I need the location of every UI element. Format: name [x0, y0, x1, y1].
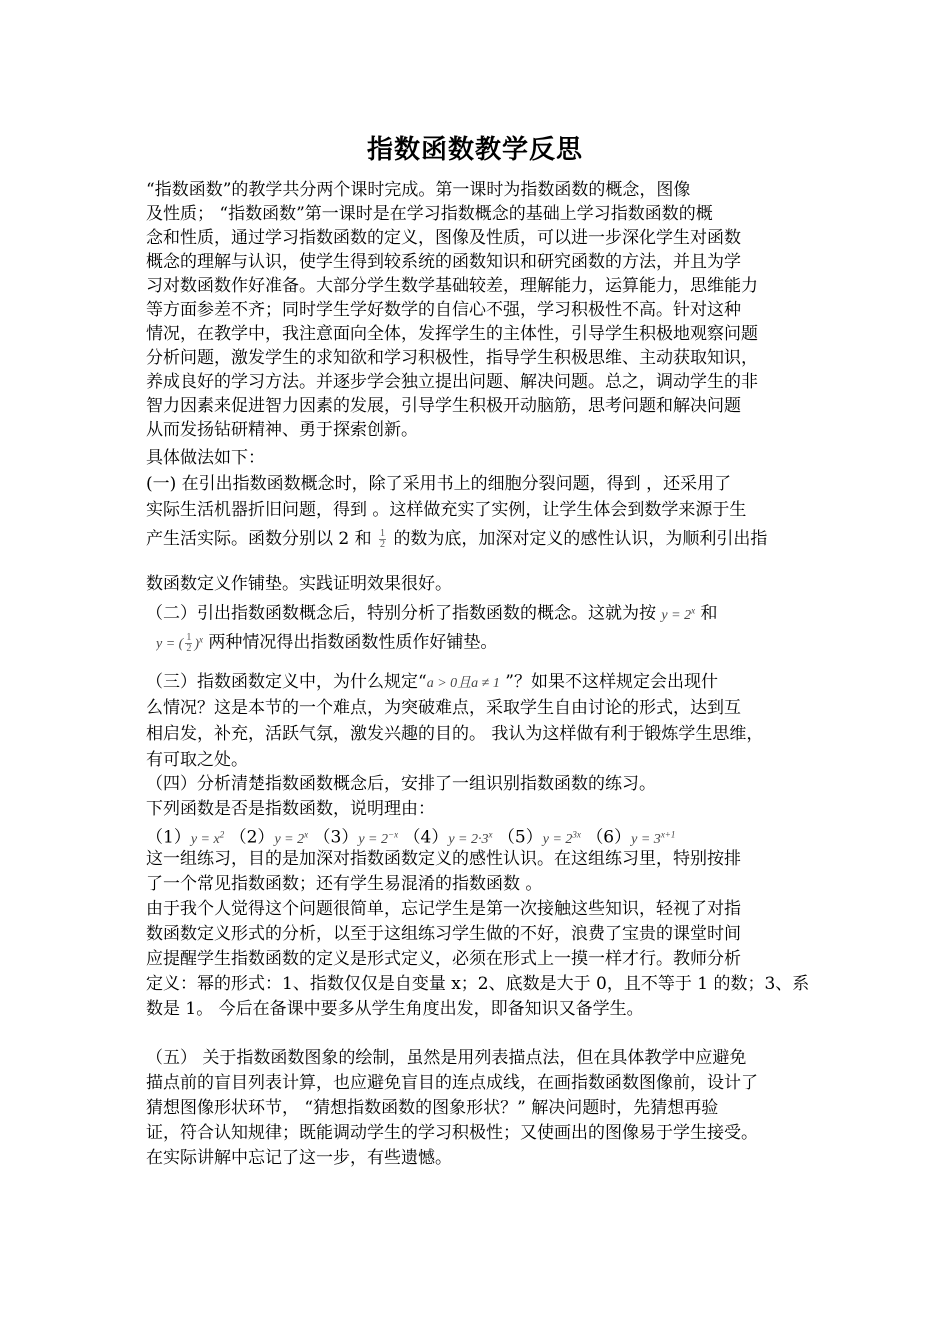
math-base: y = 2: [661, 607, 692, 623]
paragraph-line: 这一组练习，目的是加深对指数函数定义的感性认识。在这组练习里，特别按排: [146, 849, 741, 869]
math-base: ): [194, 636, 199, 652]
math-base: y = 2: [358, 831, 389, 847]
fraction-numerator: 1: [186, 631, 192, 643]
math-exponent: x: [691, 605, 696, 615]
paragraph-line: 描点前的盲目列表计算，也应避免盲目的连点成线，在画指数函数图像前，设计了: [146, 1073, 758, 1093]
paragraph-line: （五） 关于指数函数图象的绘制，虽然是用列表描点法，但在具体教学中应避免: [146, 1048, 747, 1068]
text-segment: （三）指数函数定义中，为什么规定“: [146, 672, 427, 692]
math-base: y = 2·3: [448, 831, 489, 847]
paragraph-line: 么情况？这是本节的一个难点，为突破难点，采取学生自由讨论的形式，达到互: [146, 698, 741, 718]
exercise-formula: [631, 829, 676, 847]
paragraph-line: 定义：幂的形式：1、指数仅仅是自变量 x；2、底数是大于 0，且不等于 1 的数；3、系: [146, 974, 810, 994]
math-exponent: 2: [219, 829, 225, 839]
math-expression: [194, 634, 203, 652]
fraction-denominator: 2: [380, 539, 386, 550]
fraction-denominator: 2: [186, 642, 192, 654]
exercise-label: （5）: [497, 827, 543, 848]
paragraph-line: [156, 624, 820, 658]
math-exponent: x: [488, 829, 493, 839]
paragraph-line: 数函数定义形式的分析，以至于这组练习学生做的不好，浪费了宝贵的课堂时间: [146, 924, 741, 944]
paragraph-line: 猜想图像形状环节， “猜想指数函数的图象形状？” 解决问题时，先猜想再验: [146, 1098, 719, 1118]
math-exponent: −x: [388, 829, 399, 839]
paragraph-line: 数函数定义作铺垫。实践证明效果很好。: [146, 574, 452, 594]
exercise-formula: [542, 829, 581, 847]
exercise-formula: [190, 829, 225, 847]
exercise-label: （3）: [313, 827, 359, 848]
exercise-label: （6）: [586, 827, 632, 848]
paragraph-line: 实际生活机器折旧问题，得到 。这样做充实了实例，让学生体会到数学来源于生: [146, 500, 747, 520]
math-base: y = 3: [631, 831, 661, 847]
exercise-formula: [448, 829, 493, 847]
math-base: y = 2: [274, 831, 305, 847]
math-exponent: 3x: [572, 829, 581, 839]
paragraph-line: 念和性质，通过学习指数函数的定义，图像及性质，可以进一步深化学生对函数: [146, 228, 741, 248]
math-expression: [661, 605, 696, 623]
paragraph-line: 情况，在教学中，我注意面向全体，发挥学生的主体性，引导学生积极地观察问题: [146, 324, 758, 344]
math-base: y = x: [190, 831, 220, 847]
paragraph-line: 在实际讲解中忘记了这一步，有些遗憾。: [146, 1148, 452, 1168]
text-segment: ”？如果不这样规定会出现什: [499, 672, 718, 692]
exercise-label: （2）: [229, 827, 275, 848]
exercise-label: （1）: [146, 827, 191, 848]
paragraph-line: 应提醒学生指数函数的定义是形式定义，必须在形式上一摸一样才行。教师分析: [146, 949, 741, 969]
paragraph-line: 下列函数是否是指数函数，说明理由：: [146, 799, 435, 819]
paragraph-line: 习对数函数作好准备。大部分学生数学基础较差，理解能力，运算能力，思维能力: [146, 276, 758, 296]
math-exponent: x: [199, 634, 203, 644]
fraction: [379, 529, 386, 550]
fraction-numerator: 1: [380, 528, 386, 539]
paragraph-line: 从而发扬钻研精神、勇于探索创新。: [146, 420, 418, 440]
paragraph-line: 由于我个人觉得这个问题很简单，忘记学生是第一次接触这些知识，轻视了对指: [146, 899, 741, 919]
math-exponent: x+1: [660, 829, 676, 839]
paragraph-line: 证，符合认知规律；既能调动学生的学习积极性；又使画出的图像易于学生接受。: [146, 1123, 758, 1143]
paragraph-line: 具体做法如下：: [146, 448, 265, 468]
paragraph-line: 有可取之处。: [146, 750, 248, 770]
text-segment: （二）引出指数函数概念后，特别分析了指数函数的概念。这就为按: [146, 603, 656, 624]
paragraph-line: 及性质； “指数函数”第一课时是在学习指数概念的基础上学习指数函数的概: [146, 204, 713, 224]
paragraph-line: 数是 1。 今后在备课中要多从学生角度出发，即备知识又备学生。: [146, 999, 644, 1019]
paragraph-line: 等方面参差不齐；同时学生学好数学的自信心不强，学习积极性不高。针对这种: [146, 300, 741, 320]
math-base: y = (: [156, 636, 184, 652]
paragraph-line: 智力因素来促进智力因素的发展，引导学生积极开动脑筋，思考问题和解决问题: [146, 396, 741, 416]
fraction: [185, 633, 192, 654]
math-expression: [156, 637, 183, 652]
exercise-formula: [274, 829, 309, 847]
paragraph-line: (一) 在引出指数函数概念时，除了采用书上的细胞分裂问题，得到 ，还采用了: [146, 474, 732, 494]
text-segment: 的数为底，加深对定义的感性认识，为顺利引出指: [393, 529, 768, 549]
paragraph-line: [146, 524, 810, 558]
text-segment: 两种情况得出指数函数性质作好铺垫。: [208, 632, 498, 653]
paragraph-line: “指数函数”的教学共分两个课时完成。第一课时为指数函数的概念，图像: [146, 180, 691, 200]
math-exponent: x: [304, 829, 309, 839]
exercise-formula: [358, 829, 399, 847]
paragraph-line: 养成良好的学习方法。并逐步学会独立提出问题、解决问题。总之，调动学生的非: [146, 372, 758, 392]
paragraph-line: 了一个常见指数函数；还有学生易混淆的指数函数 。: [146, 874, 543, 894]
paragraph-line: 分析问题，激发学生的求知欲和学习积极性，指导学生积极思维、主动获取知识，: [146, 348, 758, 368]
paragraph-line: 相启发，补充，活跃气氛，激发兴趣的目的。 我认为这样做有利于锻炼学生思维，: [146, 724, 764, 744]
paragraph-line: （四）分析清楚指数函数概念后，安排了一组识别指数函数的练习。: [146, 774, 656, 794]
math-expression: a > 0且a ≠ 1: [426, 676, 500, 691]
paragraph-line: 概念的理解与认识，使学生得到较系统的函数知识和研究函数的方法，并且为学: [146, 252, 741, 272]
math-base: y = 2: [542, 831, 573, 847]
document-title: 指数函数教学反思: [366, 135, 583, 165]
text-segment: 产生活实际。函数分别以 2 和: [146, 529, 372, 549]
text-segment: 和: [700, 603, 718, 624]
exercise-label: （4）: [403, 827, 449, 848]
paragraph-line: [146, 670, 810, 696]
